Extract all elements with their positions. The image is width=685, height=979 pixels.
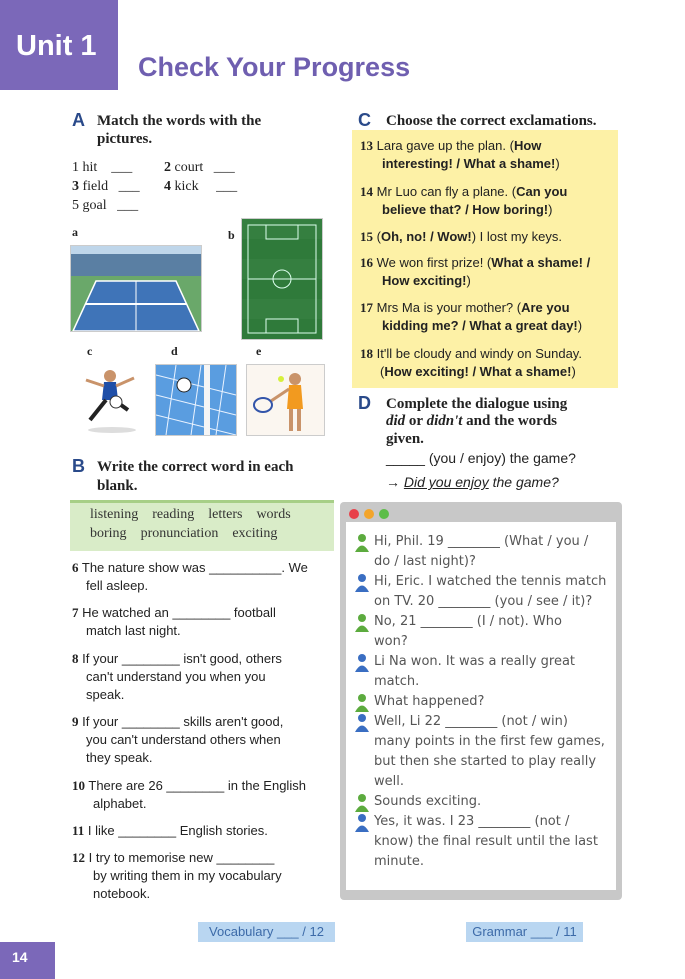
match-blank-2[interactable]: ___ [213, 160, 235, 175]
vocabulary-score: Vocabulary ___ / 12 [198, 922, 335, 942]
unit-label: Unit 1 [16, 30, 97, 62]
person-green-icon [354, 793, 370, 813]
question-16: 16 We won first prize! (What a shame! / How exciting!) [360, 255, 591, 288]
section-d-letter: D [358, 393, 371, 413]
match-item-2: 2 court ___ [164, 160, 235, 175]
close-dot-icon [349, 509, 359, 519]
question-15: 15 (Oh, no! / Wow!) I lost my keys. [360, 229, 563, 244]
chat-line: well. [374, 774, 404, 789]
example-answer: → Did you enjoy the game? [386, 474, 559, 490]
match-item-4: 4 kick ___ [164, 179, 238, 194]
image-label-a: a [72, 225, 78, 239]
match-blank-4[interactable]: ___ [216, 179, 238, 194]
image-label-d: d [171, 344, 178, 358]
image-label-c: c [87, 344, 93, 358]
question-13: 13 Lara gave up the plan. (How interesting! / What a shame!) [360, 138, 560, 171]
section-b-instruction-1: Write the correct word in each [97, 459, 294, 475]
person-green-icon [354, 533, 370, 553]
section-b-instruction-2: blank. [97, 478, 138, 494]
chat-line: know) the final result until the last [374, 834, 598, 849]
chat-line: No, 21 ________ (I / not). Who [374, 614, 562, 629]
word-bank-row-2: boring pronunciation exciting [90, 526, 278, 541]
question-9: 9 If your ________ skills aren't good, you can't understand others when they speak. [72, 714, 284, 765]
chat-line: Well, Li 22 ________ (not / win) [374, 714, 568, 729]
section-a-instruction-1: Match the words with the [97, 113, 262, 129]
match-blank-5[interactable]: ___ [117, 198, 139, 213]
section-b-letter: B [72, 456, 85, 476]
chat-line: won? [374, 634, 408, 649]
person-blue-icon [354, 813, 370, 833]
section-a-instruction-2: pictures. [97, 131, 153, 147]
question-10: 10 There are 26 ________ in the English alphabet. [72, 778, 306, 811]
chat-line: on TV. 20 ________ (you / see / it)? [374, 594, 593, 609]
minimize-dot-icon [364, 509, 374, 519]
section-a-letter: A [72, 110, 85, 130]
maximize-dot-icon [379, 509, 389, 519]
chat-line: Yes, it was. I 23 ________ (not / [374, 814, 570, 829]
question-11: 11 I like ________ English stories. [72, 823, 268, 838]
section-d-instruction-2: did or didn't and the words [386, 413, 558, 429]
football-field-image [241, 218, 323, 340]
person-blue-icon [354, 573, 370, 593]
match-blank-1[interactable]: ___ [111, 160, 133, 175]
question-17: 17 Mrs Ma is your mother? (Are you kidding me? / What a great day!) [360, 300, 583, 333]
image-label-b: b [228, 228, 235, 242]
chat-line: do / last night)? [374, 554, 476, 569]
question-8: 8 If your ________ isn't good, others can't understand you when you speak. [72, 651, 282, 702]
grammar-score: Grammar ___ / 11 [466, 922, 583, 942]
chat-line: but then she started to play really [374, 754, 597, 769]
chat-line: Hi, Eric. I watched the tennis match [374, 574, 607, 589]
page-number: 14 [12, 949, 28, 965]
match-blank-3[interactable]: ___ [118, 179, 140, 194]
chat-line: What happened? [374, 694, 485, 709]
section-c-instruction: Choose the correct exclamations. [386, 113, 597, 129]
match-item-5: 5 goal ___ [72, 198, 139, 213]
kick-image [72, 364, 150, 436]
example-question: _____ (you / enjoy) the game? [386, 450, 576, 466]
match-item-1: 1 hit ___ [72, 160, 133, 175]
goal-image [155, 364, 237, 436]
chat-line: Sounds exciting. [374, 794, 482, 809]
section-d-instruction-3: given. [386, 431, 424, 447]
tennis-player-image [246, 364, 325, 436]
page-title: Check Your Progress [138, 52, 411, 82]
tennis-court-image [70, 245, 202, 332]
chat-line: Hi, Phil. 19 ________ (What / you / [374, 534, 589, 549]
word-bank-row-1: listening reading letters words [90, 507, 291, 522]
person-blue-icon [354, 713, 370, 733]
section-c-letter: C [358, 110, 371, 130]
image-label-e: e [256, 344, 262, 358]
question-18: 18 It'll be cloudy and windy on Sunday. (How exciting! / What a shame!) [360, 346, 582, 379]
question-6: 6 The nature show was __________. We fell asleep. [72, 560, 308, 593]
person-blue-icon [354, 653, 370, 673]
chat-line: match. [374, 674, 420, 689]
person-green-icon [354, 613, 370, 633]
chat-line: many points in the first few games, [374, 734, 605, 749]
person-green-icon [354, 693, 370, 713]
question-7: 7 He watched an ________ football match last night. [72, 605, 276, 638]
question-14: 14 Mr Luo can fly a plane. (Can you believe that? / How boring!) [360, 184, 568, 217]
chat-line: minute. [374, 854, 424, 869]
question-12: 12 I try to memorise new ________ by writing them in my vocabulary notebook. [72, 850, 282, 901]
match-item-3: 3 field ___ [72, 179, 140, 194]
chat-line: Li Na won. It was a really great [374, 654, 576, 669]
section-d-instruction-1: Complete the dialogue using [386, 396, 568, 412]
